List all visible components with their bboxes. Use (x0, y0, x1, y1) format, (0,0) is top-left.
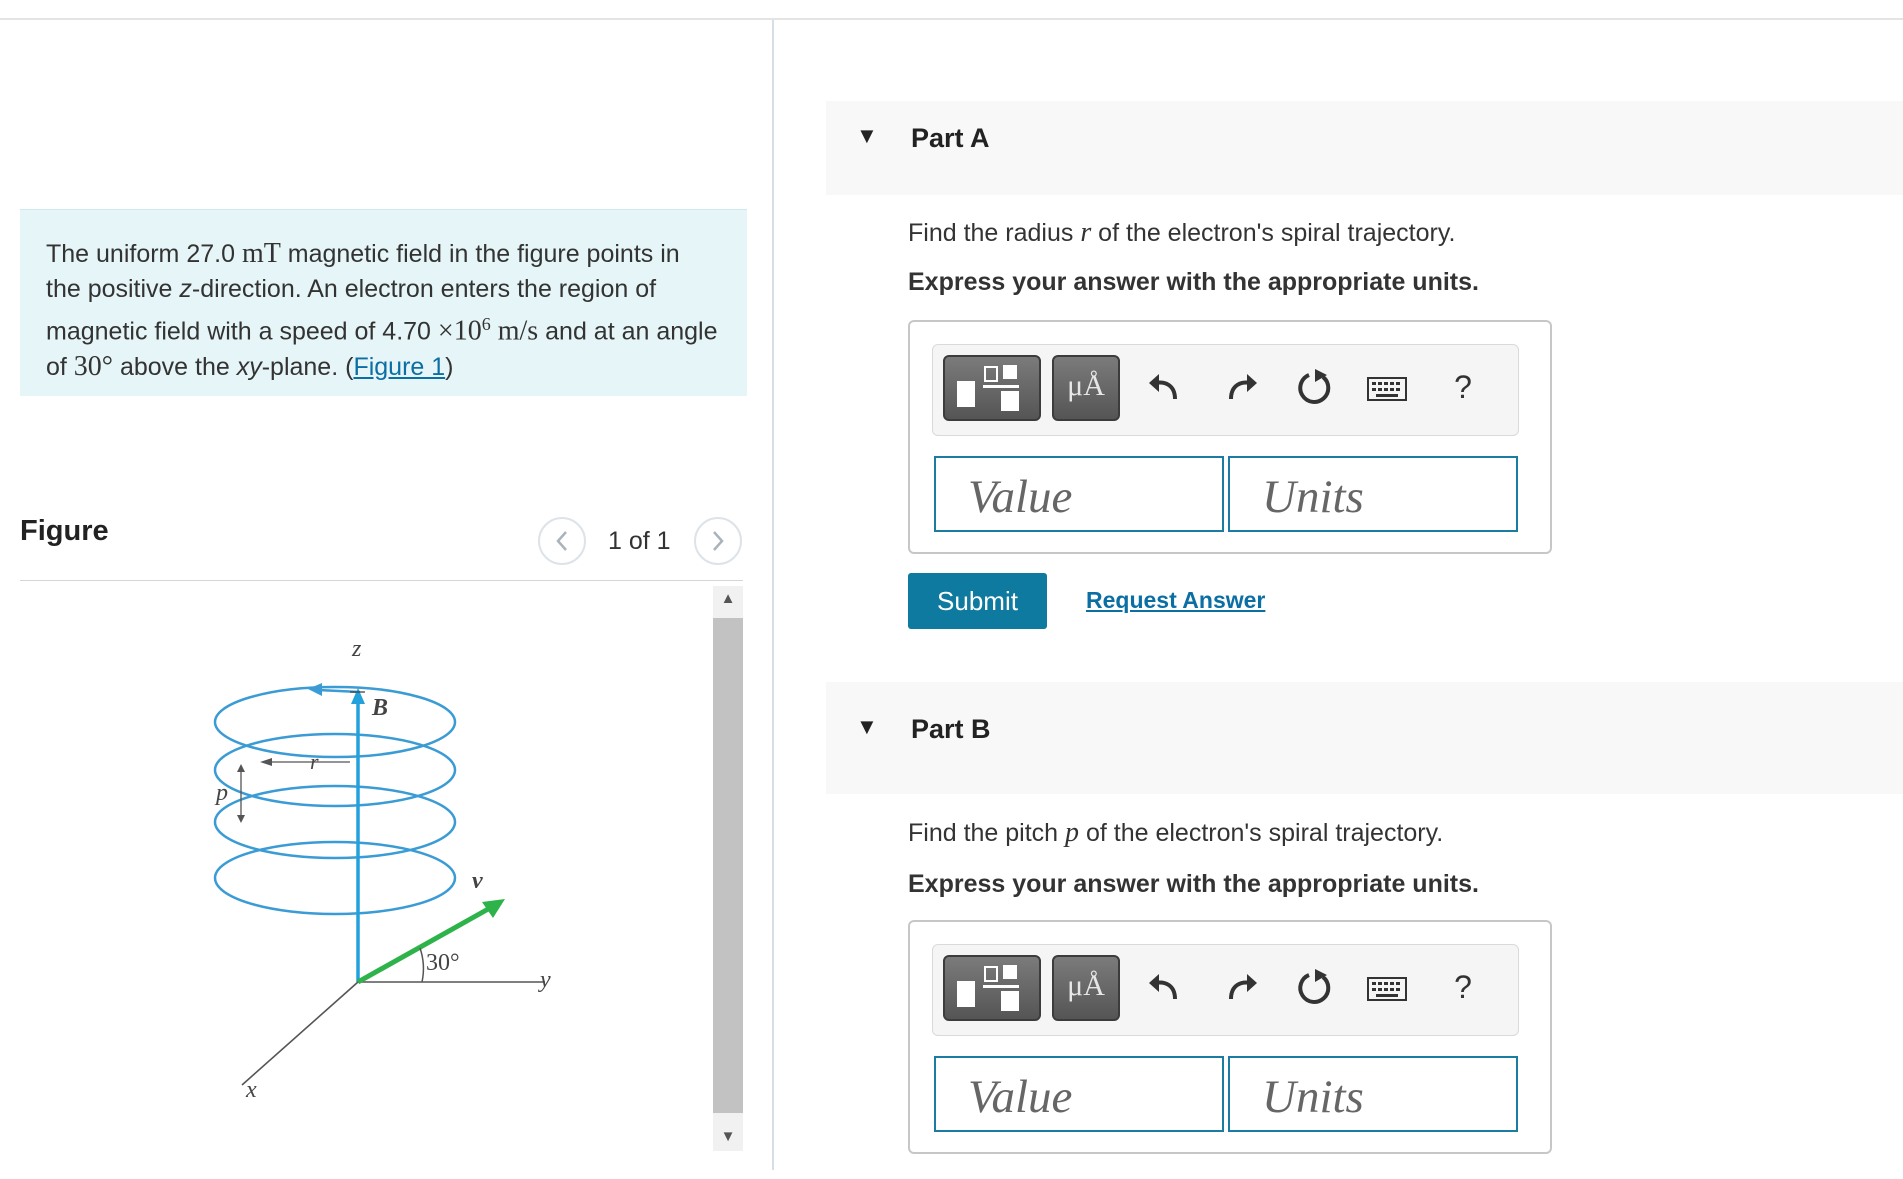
figure-title: Figure (20, 515, 109, 547)
prev-figure-button[interactable] (538, 516, 586, 566)
undo-icon[interactable] (1143, 365, 1187, 409)
question-text: Find the radius (908, 219, 1081, 247)
part-a-header[interactable] (826, 101, 1903, 195)
problem-text: -plane. ( (261, 353, 354, 382)
templates-button[interactable] (943, 355, 1041, 421)
templates-icon (943, 355, 1041, 421)
units-button[interactable] (1052, 355, 1120, 421)
request-answer-link[interactable]: Request Answer (1086, 587, 1266, 613)
redo-icon[interactable] (1219, 965, 1263, 1009)
math-toolbar (932, 944, 1519, 1036)
y-axis-label: y (540, 967, 551, 993)
figure-link[interactable]: Figure 1 (353, 353, 446, 382)
part-a-answer-box (908, 320, 1552, 554)
scroll-up-arrow[interactable]: ▲ (720, 590, 736, 607)
keyboard-icon[interactable] (1365, 365, 1409, 409)
z-axis-label: z (352, 636, 362, 662)
submit-button[interactable]: Submit (908, 573, 1047, 629)
reset-icon[interactable] (1293, 965, 1337, 1009)
question-text: Find the pitch (908, 819, 1066, 847)
templates-icon (943, 955, 1041, 1021)
units-icon: μÅ (1067, 369, 1105, 402)
part-a-units-input[interactable]: Units (1228, 456, 1518, 532)
figure-page-indicator: 1 of 1 (608, 527, 671, 555)
part-a-instruction: Express your answer with the appropriate units. (908, 268, 1479, 296)
help-icon[interactable]: ? (1454, 969, 1472, 1005)
chevron-right-icon (694, 517, 742, 565)
next-figure-button[interactable] (694, 516, 742, 566)
helix-diagram (200, 630, 580, 1110)
speed-multiplier: ×10 (437, 315, 482, 347)
problem-text: above the (113, 353, 237, 382)
chevron-left-icon (538, 517, 586, 565)
part-b-units-input[interactable]: Units (1228, 1056, 1518, 1132)
problem-text: magnetic field in the figure points in the positive (46, 240, 680, 303)
angle-value: 30° (73, 351, 113, 383)
x-axis-label: x (246, 1077, 257, 1103)
scroll-down-arrow[interactable]: ▼ (720, 1128, 736, 1145)
part-b-instruction: Express your answer with the appropriate units. (908, 870, 1479, 898)
figure-divider (20, 580, 743, 581)
problem-text: ) (445, 353, 454, 382)
figure-scrollbar-thumb[interactable] (713, 618, 743, 1113)
units-button[interactable] (1052, 955, 1120, 1021)
help-icon[interactable]: ? (1454, 369, 1472, 405)
radius-label: r (310, 749, 319, 774)
top-divider (0, 18, 1903, 20)
xy-variable: xy (236, 353, 262, 382)
collapse-caret-icon[interactable]: ▼ (856, 714, 878, 739)
z-variable: z (179, 275, 192, 303)
undo-icon[interactable] (1143, 965, 1187, 1009)
units-icon: μÅ (1067, 969, 1105, 1002)
helix-path (215, 687, 455, 914)
collapse-caret-icon[interactable]: ▼ (856, 123, 878, 148)
problem-text: -direction. An electron enters the region of magnetic field with a speed of 4.70 (46, 275, 657, 346)
question-variable: p (1065, 817, 1080, 848)
part-b-value-input[interactable]: Value (934, 1056, 1224, 1132)
part-a-title: Part A (911, 123, 990, 153)
part-b-answer-box (908, 920, 1552, 1154)
templates-button[interactable] (943, 955, 1041, 1021)
keyboard-icon[interactable] (1365, 965, 1409, 1009)
math-toolbar (932, 344, 1519, 436)
problem-text: The uniform 27.0 (46, 240, 242, 268)
part-b-header[interactable] (826, 682, 1903, 794)
speed-exponent: 6 (481, 314, 491, 334)
part-a-value-input[interactable]: Value (934, 456, 1224, 532)
part-a-question (908, 217, 1455, 249)
question-text: of the electron's spiral trajectory. (1091, 219, 1456, 247)
angle-label: 30° (426, 950, 460, 976)
pane-divider (772, 20, 774, 1170)
redo-icon[interactable] (1219, 365, 1263, 409)
pitch-label: p (216, 780, 228, 806)
b-field-label: B (372, 695, 389, 721)
problem-text: and at an angle of (46, 317, 718, 382)
part-b-title: Part B (911, 714, 991, 744)
reset-icon[interactable] (1293, 365, 1337, 409)
speed-unit: m/s (490, 315, 539, 347)
field-unit: mT (241, 238, 281, 269)
question-variable: r (1080, 217, 1092, 248)
problem-statement (20, 209, 747, 396)
question-text: of the electron's spiral trajectory. (1079, 819, 1444, 847)
part-b-question (908, 817, 1443, 849)
velocity-label: v (472, 868, 483, 894)
